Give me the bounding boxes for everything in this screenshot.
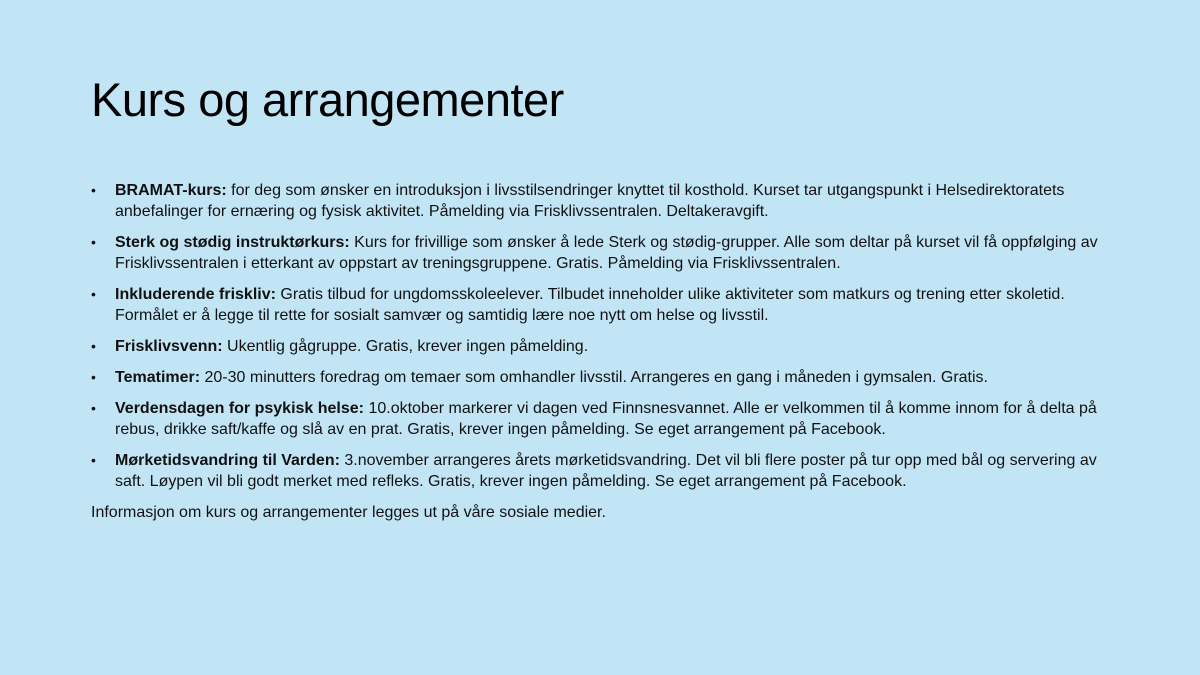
bullet-text: 10.oktober markerer vi dagen ved Finnsnesvannet. Alle er velkommen til å komme innom for å delta på rebus, drikke saft/kaffe og slå av en prat. Gratis, krever ingen påmelding. Se eget arrangement på Facebook. [115,400,1097,438]
bullet-item-sterk-og-stodig [91,232,1131,274]
bullet-term: Verdensdagen for psykisk helse: [115,400,364,417]
bullet-text: Ukentlig gågruppe. Gratis, krever ingen påmelding. [222,338,589,355]
bullet-term: Mørketidsvandring til Varden: [115,452,340,469]
bullet-dot-icon: • [91,182,96,198]
bullet-dot-icon: • [91,369,96,385]
bullet-term: BRAMAT-kurs: [115,182,227,199]
bullet-text: 3.november arrangeres årets mørketidsvandring. Det vil bli flere poster på tur opp med bål og servering av saft. Løypen vil bli godt merket med refleks. Gratis, krever ingen påmelding. Se eget arrangement på Facebook. [115,452,1097,490]
bullet-term: Tematimer: [115,369,201,386]
bullet-dot-icon: • [91,234,96,250]
slide-title: Kurs og arrangementer [91,73,564,126]
bullet-dot-icon: • [91,452,96,468]
slide-content [91,180,1131,523]
bullet-text: for deg som ønsker en introduksjon i livsstilsendringer knyttet til kosthold. Kurset tar utgangspunkt i Helsedirektoratets anbefalinger for ernæring og fysisk aktivitet. Påmelding via Frisklivssentralen. Deltakeravgift. [115,182,1065,220]
bullet-term: Sterk og stødig instruktørkurs: [115,234,350,251]
bullet-item-tematimer [91,367,1131,388]
bullet-text: 20-30 minutters foredrag om temaer som omhandler livsstil. Arrangeres en gang i måneden i gymsalen. Gratis. [200,369,988,386]
bullet-term: Inkluderende friskliv: [115,286,276,303]
bullet-item-morketidsvandring [91,450,1131,492]
bullet-term: Frisklivsvenn: [115,338,223,355]
bullet-dot-icon: • [91,286,96,302]
footer-note: Informasjon om kurs og arrangementer legges ut på våre sosiale medier. [91,504,606,521]
bullet-item-inkluderende-friskliv [91,284,1131,326]
bullet-item-verdensdagen [91,398,1131,440]
bullet-item-bramat [91,180,1131,222]
bullet-item-frisklivsvenn [91,336,1131,357]
bullet-text: Kurs for frivillige som ønsker å lede Sterk og stødig-grupper. Alle som deltar på kurset vil få oppfølging av Frisklivssentralen i etterkant av oppstart av treningsgruppene. Gratis. Påmelding via Frisklivssentralen. [115,234,1098,272]
bullet-dot-icon: • [91,338,96,354]
bullet-list [91,180,1131,492]
bullet-text: Gratis tilbud for ungdomsskoleelever. Tilbudet inneholder ulike aktiviteter som matkurs og trening etter skoletid. Formålet er å legge til rette for sosialt samvær og samtidig lære noe nytt om helse og livsstil. [115,286,1065,324]
bullet-dot-icon: • [91,400,96,416]
